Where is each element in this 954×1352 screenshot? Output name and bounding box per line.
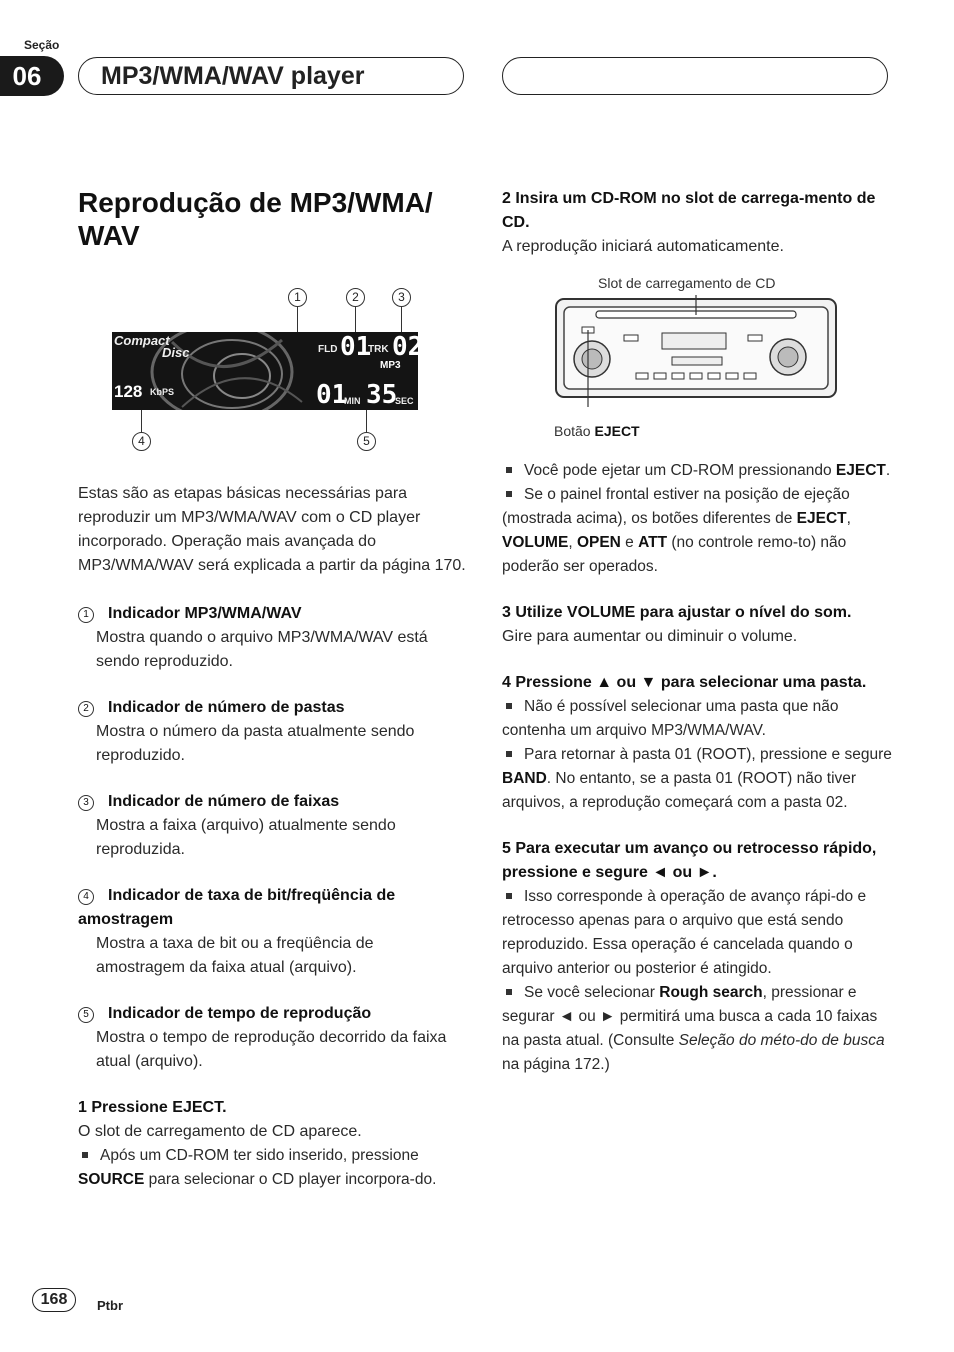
slot-caption: Slot de carregamento de CD: [598, 275, 776, 291]
language-label: Ptbr: [97, 1298, 123, 1313]
callout-2: 2: [346, 288, 365, 307]
callout-1: 1: [288, 288, 307, 307]
item-4-title: 4 Indicador de taxa de bit/freqüência de amostragem: [78, 887, 396, 928]
head-unit-figure: [502, 259, 894, 459]
step-5-note-1: Isso corresponde à operação de avanço rápi-do e retrocesso apenas para o arquivo que está sendo reproduzido. Essa operação é cancelada quando o arquivo anterior ou posterior é atingido.: [502, 888, 867, 977]
intro-paragraph: Estas são as etapas básicas necessárias para reproduzir um MP3/WMA/WAV com o CD player incorporado. Operação mais avançada do MP3/WMA/WAV será explicada a partir da página 170.: [78, 485, 466, 574]
step-5-title: 5 Para executar um avanço ou retrocesso rápido, pressione e segure ◄ ou ►.: [502, 840, 877, 881]
lcd-folder-number: 01: [340, 332, 372, 362]
lcd-min: MIN: [344, 396, 361, 406]
step-4-note-1: Não é possível selecionar uma pasta que não contenha um arquivo MP3/WMA/WAV.: [502, 698, 839, 739]
step-4-note-2: Para retornar à pasta 01 (ROOT), pressione e segure BAND. No entanto, se a pasta 01 (ROOT) não tiver arquivos, a reprodução começará com a pasta 02.: [502, 746, 892, 811]
item-1-title: 1 Indicador MP3/WMA/WAV: [78, 602, 466, 626]
lcd-bitrate: 128: [114, 382, 143, 401]
item-2-desc: Mostra o número da pasta atualmente sendo reproduzido.: [96, 723, 415, 764]
section-title: MP3/WMA/WAV player: [78, 57, 464, 95]
step-1-text: O slot de carregamento de CD aparece.: [78, 1123, 362, 1140]
lcd-fld: FLD: [318, 344, 338, 355]
step-5-note-2: Se você selecionar Rough search, pressionar e segurar ◄ ou ► permitirá uma busca a cada 10 faixas na pasta atual. (Consulte Seleção do méto-do de busca na página 172.): [502, 984, 885, 1073]
item-5-title: 5 Indicador de tempo de reprodução: [78, 1002, 466, 1026]
step-1-title: 1 Pressione EJECT.: [78, 1099, 227, 1116]
section-number-badge: 06: [0, 56, 64, 96]
right-column: [502, 187, 894, 1077]
lcd-minutes: 01: [316, 380, 348, 410]
lcd-trk: TRK: [368, 344, 389, 355]
item-5-desc: Mostra o tempo de reprodução decorrido da faixa atual (arquivo).: [96, 1029, 447, 1070]
step-2-text: A reprodução iniciará automaticamente.: [502, 238, 784, 255]
callout-3: 3: [392, 288, 411, 307]
step-1-note: Após um CD-ROM ter sido inserido, pressione SOURCE para selecionar o CD player incorpora-do.: [78, 1147, 437, 1188]
lcd-seconds: 35: [366, 380, 398, 410]
lcd-display: [112, 332, 424, 410]
left-column: [78, 482, 466, 1192]
step-3-text: Gire para aumentar ou diminuir o volume.: [502, 628, 798, 645]
eject-caption: Botão EJECT: [554, 423, 640, 439]
page-number: 168: [32, 1288, 76, 1312]
lcd-sec: SEC: [395, 396, 414, 406]
item-4-desc: Mostra a taxa de bit ou a freqüência de amostragem da faixa atual (arquivo).: [96, 935, 374, 976]
callout-5: 5: [357, 432, 376, 451]
item-1-desc: Mostra quando o arquivo MP3/WMA/WAV está sendo reproduzido.: [96, 629, 428, 670]
lcd-mp3-indicator: MP3: [380, 360, 401, 371]
item-3-desc: Mostra a faixa (arquivo) atualmente sendo reproduzida.: [96, 817, 396, 858]
page-title: Reprodução de MP3/WMA/ WAV: [78, 187, 433, 251]
item-3-title: 3 Indicador de número de faixas: [78, 790, 466, 814]
lcd-disc: Disc: [162, 345, 190, 360]
lcd-compact: Compact: [114, 333, 170, 348]
lcd-kbps: KbPS: [150, 387, 175, 397]
step-4-title: 4 Pressione ▲ ou ▼ para selecionar uma pasta.: [502, 674, 867, 691]
head-unit-illustration: [552, 295, 842, 407]
header-empty-box: [502, 57, 888, 95]
lcd-track-number: 02: [392, 332, 424, 362]
step-3-title: 3 Utilize VOLUME para ajustar o nível do som.: [502, 604, 852, 621]
step-2-title: 2 Insira um CD-ROM no slot de carrega-mento de CD.: [502, 190, 876, 231]
item-2-title: 2 Indicador de número de pastas: [78, 696, 466, 720]
note-eject: Você pode ejetar um CD-ROM pressionando EJECT.: [502, 459, 894, 483]
note-panel-position: Se o painel frontal estiver na posição de ejeção (mostrada acima), os botões diferentes de EJECT, VOLUME, OPEN e ATT (no controle remo-to) não poderão ser operados.: [502, 486, 851, 575]
section-label: Seção: [24, 38, 60, 52]
callout-4: 4: [132, 432, 151, 451]
